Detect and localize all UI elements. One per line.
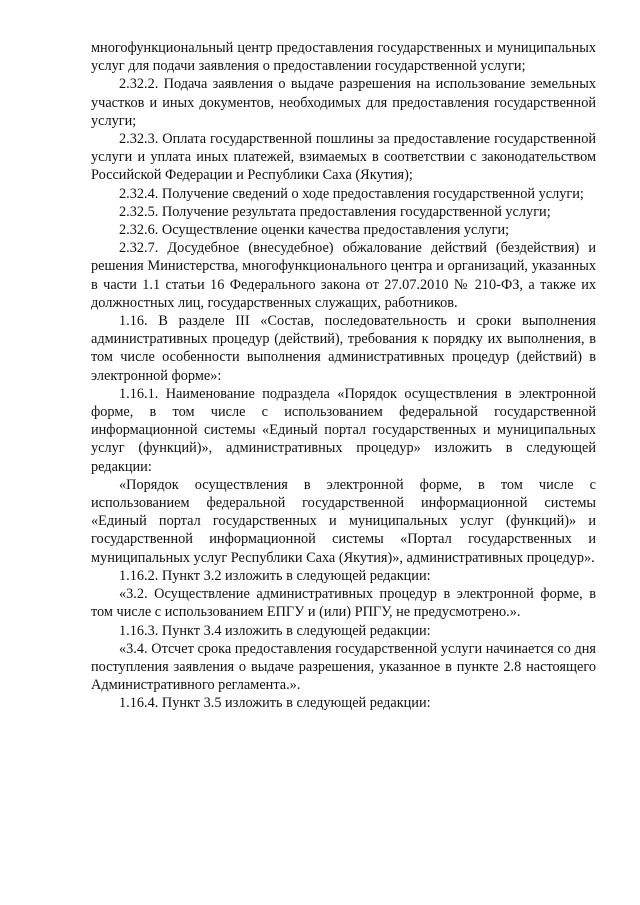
paragraph-quote-3-2: «3.2. Осуществление административных процедур в электронной форме, в том числе с использованием ЕПГУ и (или) РПГУ, не предусмотрено.».: [91, 586, 596, 621]
paragraph-2-32-7: 2.32.7. Досудебное (внесудебное) обжалование действий (бездействия) и решения Министерства, многофункционального центра и организаций, указанных в части 1.1 статьи 16 Федерального закона от 27.07.2010 № 210-ФЗ, а также их должностных лиц, государственных служащих, работников.: [91, 240, 596, 311]
paragraph-2-32-6: 2.32.6. Осуществление оценки качества предоставления услуги;: [119, 222, 510, 239]
paragraph-1-16-1: 1.16.1. Наименование подраздела «Порядок осуществления в электронной форме, в том числе с использованием федеральной государственной информационной системы «Единый портал государственных и муниципальных услуг (функций)», административных процедур» изложить в следующей редакции:: [91, 385, 596, 475]
paragraph-1-16-3: 1.16.3. Пункт 3.4 изложить в следующей редакции:: [119, 622, 431, 639]
paragraph-continuation: многофункциональный центр предоставления государственных и муниципальных услуг для подачи заявления о предоставлении государственной услуги;: [91, 40, 596, 75]
paragraph-2-32-3: 2.32.3. Оплата государственной пошлины за предоставление государственной услуги и уплата иных платежей, взимаемых в соответствии с законодательством Российской Федерации и Республики Саха (Якутия);: [91, 131, 596, 184]
document-page: [91, 39, 596, 713]
paragraph-2-32-2: 2.32.2. Подача заявления о выдаче разрешения на использование земельных участков и иных документов, необходимых для предоставления государственной услуги;: [91, 76, 596, 129]
paragraph-1-16: 1.16. В разделе III «Состав, последовательность и сроки выполнения административных процедур (действий), требования к порядку их выполнения, в том числе особенности выполнения административных процедур (действий) в электронной форме»:: [91, 313, 596, 384]
paragraph-quote-subsection-title: «Порядок осуществления в электронной форме, в том числе с использованием федеральной государственной информационной системы «Единый портал государственных и муниципальных услуг (функций)» и государственной информационной системы «Портал государственных и муниципальных услуг Республики Саха (Якутия)», административных процедур».: [91, 476, 596, 566]
paragraph-2-32-5: 2.32.5. Получение результата предоставления государственной услуги;: [119, 203, 551, 220]
paragraph-quote-3-4: «3.4. Отсчет срока предоставления государственной услуги начинается со дня поступления заявления о выдаче разрешения, указанное в пункте 2.8 настоящего Административного регламента.».: [91, 640, 596, 694]
paragraph-1-16-2: 1.16.2. Пункт 3.2 изложить в следующей редакции:: [119, 567, 431, 584]
paragraph-2-32-4: 2.32.4. Получение сведений о ходе предоставления государственной услуги;: [119, 185, 584, 202]
paragraph-1-16-4: 1.16.4. Пункт 3.5 изложить в следующей редакции:: [119, 695, 431, 712]
